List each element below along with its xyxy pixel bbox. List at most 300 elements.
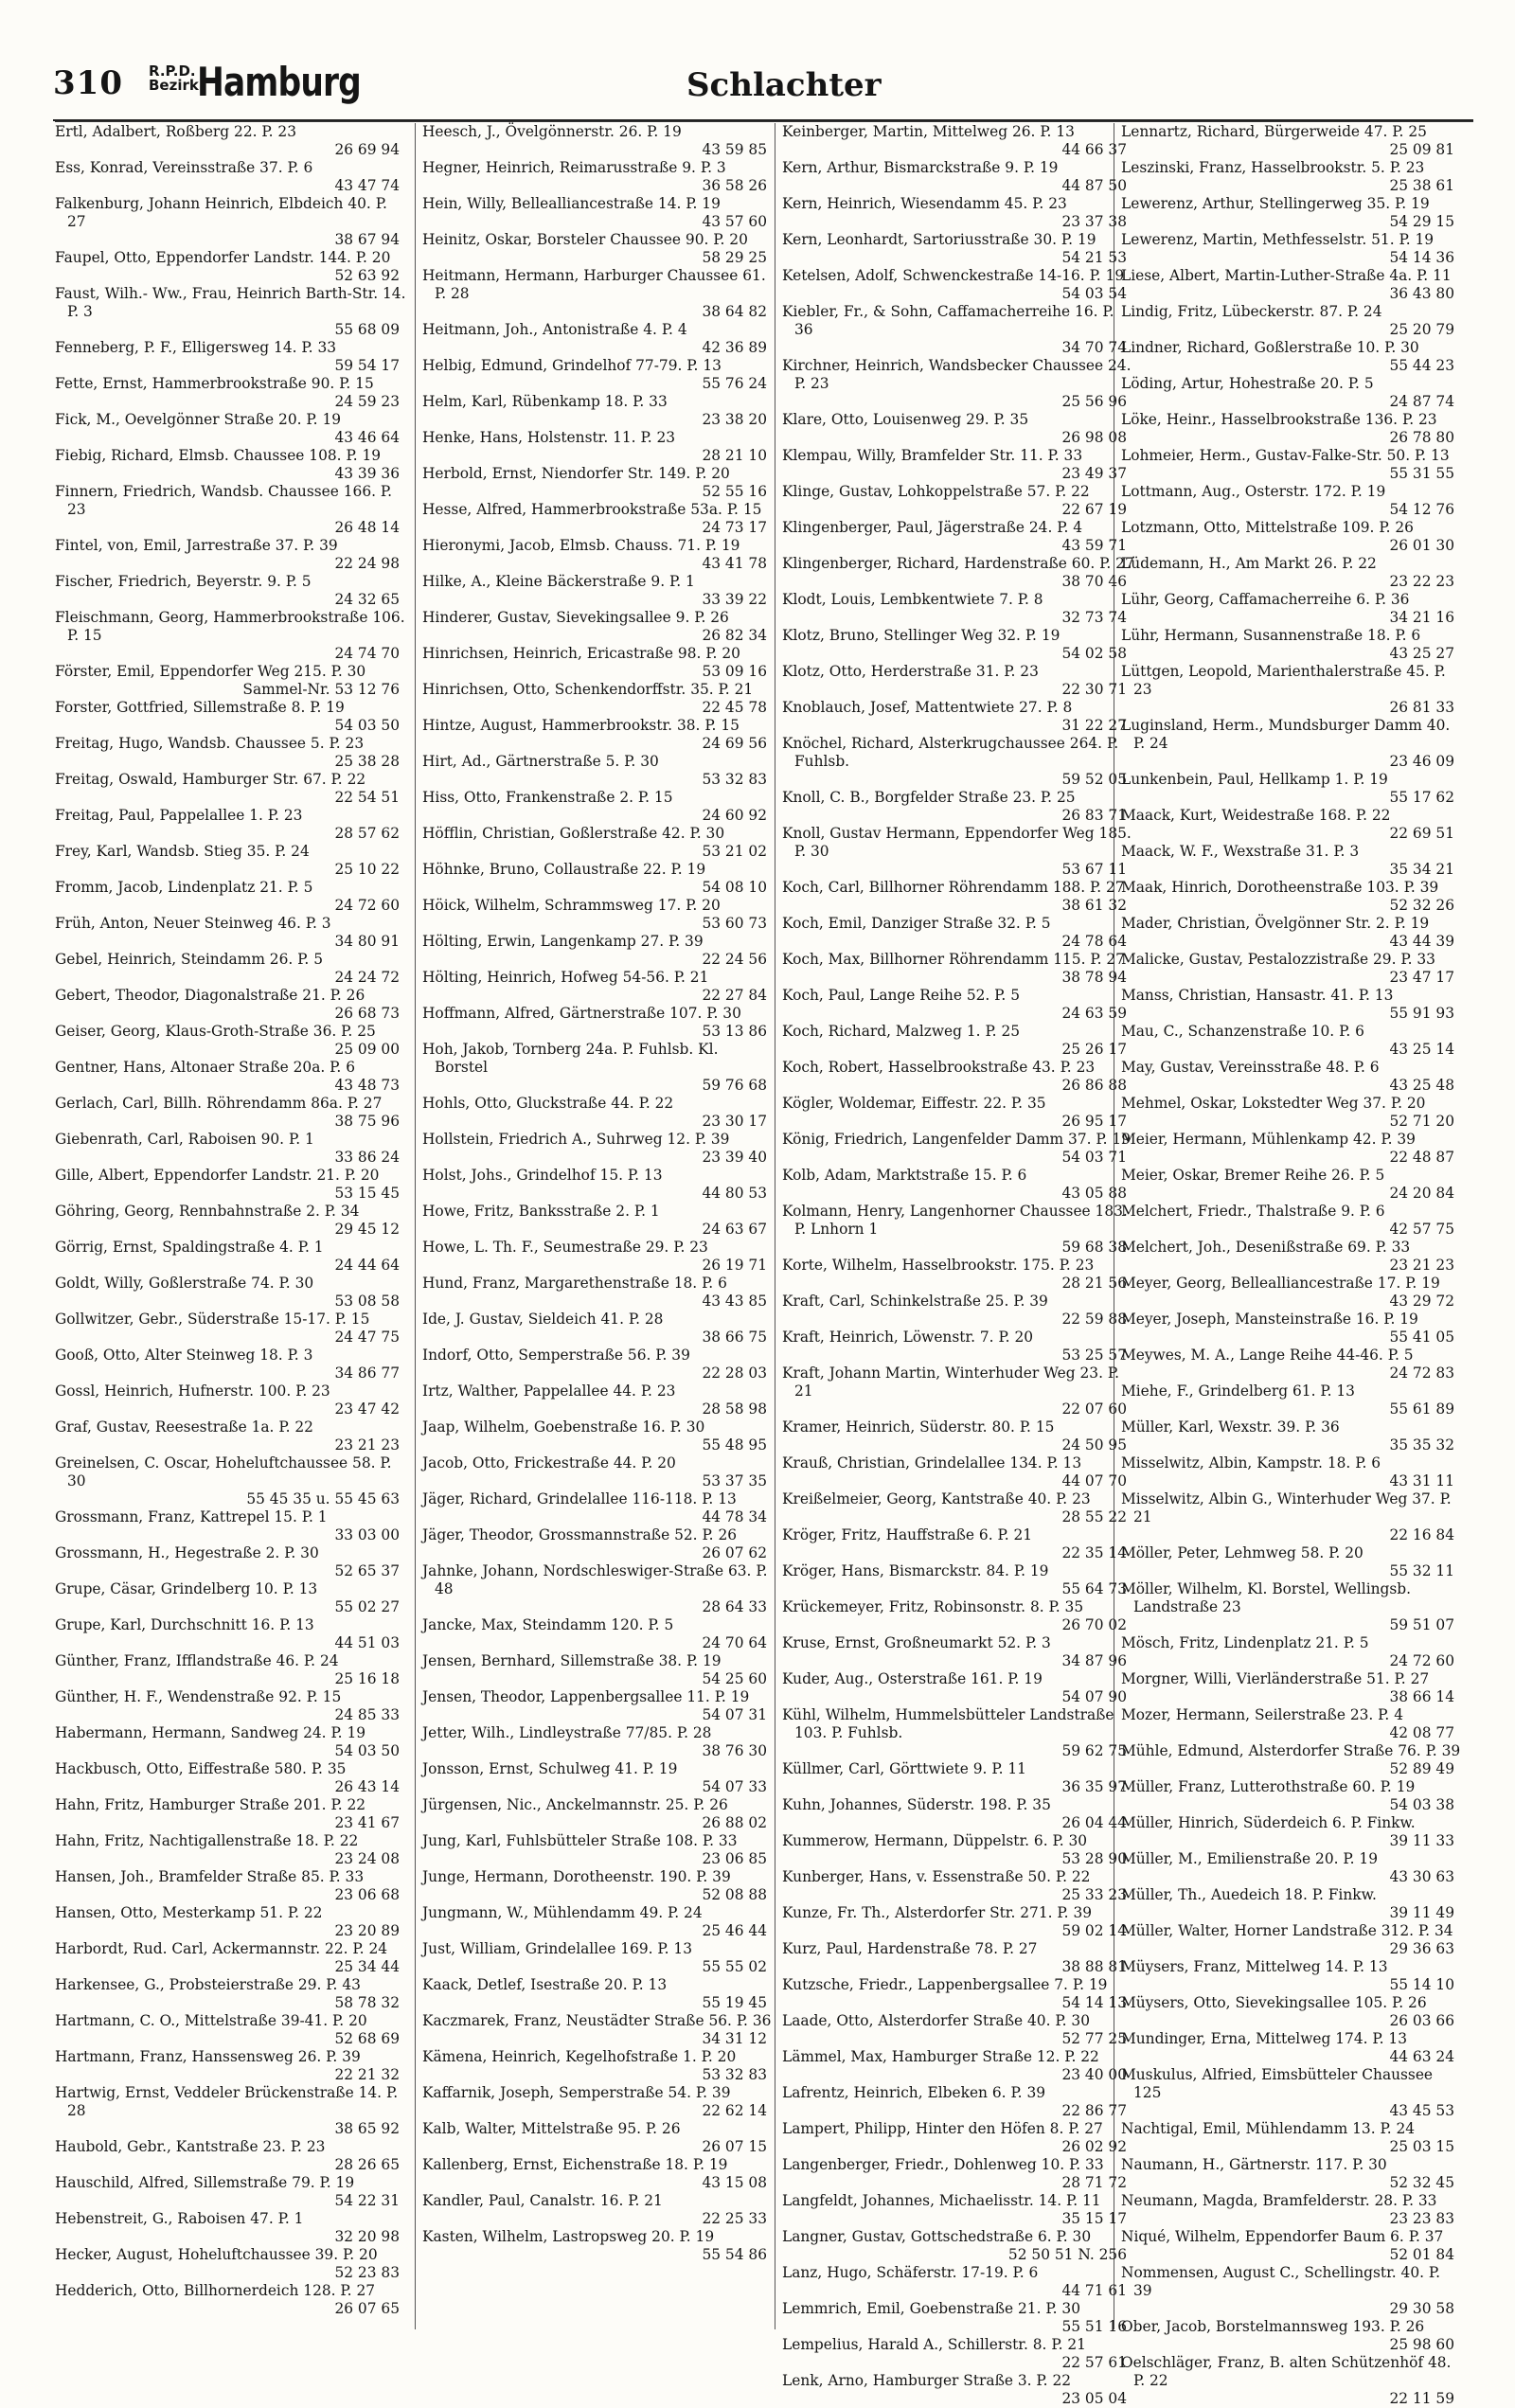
directory-entry [1121,843,1462,879]
entry-phone-number: 23 39 40 [702,1149,767,1166]
directory-entry [1121,1958,1462,1994]
directory-entry [782,1059,1134,1095]
entry-name-address: Höfflin, Christian, Goßlerstraße 42. P. 30 [422,825,725,842]
entry-phone-number: 52 23 83 [334,2264,400,2281]
directory-entry [55,2174,407,2210]
entry-name-address: Hintze, August, Hammerbrookstr. 38. P. 15 [422,717,740,734]
entry-phone-number: 24 72 60 [334,897,400,914]
entry-name-address: Kögler, Woldemar, Eiffestr. 22. P. 35 [782,1095,1046,1112]
entry-name-address: Müysers, Franz, Mittelweg 14. P. 13 [1121,1958,1388,1975]
entry-name-address: Lotzmann, Otto, Mittelstraße 109. P. 26 [1121,519,1414,536]
entry-name-address: Jensen, Theodor, Lappenbergsallee 11. P. 19 [422,1688,750,1705]
entry-phone-number: 59 51 07 [1389,1616,1454,1633]
entry-name-address: Herbold, Ernst, Niendorfer Str. 149. P. 20 [422,465,730,482]
directory-entry [422,1275,775,1311]
directory-entry [1121,2318,1462,2354]
entry-name-address: Koch, Max, Billhorner Röhrendamm 115. P. 27 [782,951,1125,968]
entry-phone-number: 34 87 96 [1061,1652,1127,1669]
entry-phone-number: 59 76 68 [702,1077,767,1094]
entry-phone-number: 36 35 97 [1061,1778,1127,1795]
entry-phone-number: 38 67 94 [334,231,400,248]
entry-name-address: Müller, Hinrich, Süderdeich 6. P. Finkw. [1121,1814,1416,1831]
entry-name-address: Grossmann, Franz, Kattrepel 15. P. 1 [55,1508,328,1525]
directory-entry [422,1760,775,1796]
directory-entry [782,2156,1134,2192]
entry-name-address: Kreißelmeier, Georg, Kantstraße 40. P. 23 [782,1490,1091,1507]
directory-entry [422,501,775,537]
entry-name-address: Hesse, Alfred, Hammerbrookstraße 53a. P. 15 [422,501,762,518]
entry-phone-number: 55 61 89 [1389,1400,1454,1418]
directory-entry [55,573,407,609]
entry-phone-number: 22 86 77 [1061,2102,1127,2119]
entry-phone-number: 24 87 74 [1389,393,1454,410]
directory-entry [422,429,775,465]
directory-entry [55,1544,407,1580]
entry-phone-number: 23 37 38 [1061,213,1127,230]
entry-phone-number: 52 32 26 [1389,897,1454,914]
directory-entry [1121,1814,1462,1850]
entry-phone-number: 23 21 23 [334,1436,400,1454]
entry-phone-number: 59 62 75 [1061,1742,1127,1759]
entry-name-address: Klotz, Otto, Herderstraße 31. P. 23 [782,663,1039,680]
entry-name-address: Gille, Albert, Eppendorfer Landstr. 21. P. 20 [55,1167,380,1184]
entry-name-address: Jahnke, Johann, Nordschleswiger-Straße 63. P. 48 [422,1562,768,1597]
entry-phone-number: 53 09 16 [702,663,767,680]
directory-entry [422,753,775,789]
entry-phone-number: 25 09 00 [334,1041,400,1058]
entry-phone-number: 22 21 32 [334,2066,400,2083]
directory-entry [1121,1634,1462,1670]
directory-entry [1121,2264,1462,2318]
entry-name-address: Mehmel, Oskar, Lokstedter Weg 37. P. 20 [1121,1095,1426,1112]
entry-phone-number: 52 68 69 [334,2030,400,2047]
directory-entry [1121,195,1462,231]
directory-entry [1121,1580,1462,1634]
column-divider [415,123,416,2329]
entry-phone-number: 54 03 71 [1061,1149,1127,1166]
directory-entry [1121,879,1462,915]
entry-phone-number: 31 22 27 [1061,717,1127,734]
directory-entry [55,2246,407,2282]
directory-entry [422,1005,775,1041]
entry-phone-number: 52 77 25 [1061,2030,1127,2047]
directory-entry [422,1688,775,1724]
entry-name-address: König, Friedrich, Langenfelder Damm 37. P. 19 [782,1131,1132,1148]
entry-phone-number: 33 86 24 [334,1149,400,1166]
directory-entry [1121,267,1462,303]
entry-name-address: Meyer, Georg, Bellealliancestraße 17. P. 19 [1121,1275,1440,1292]
directory-entry [1121,2120,1462,2156]
entry-name-address: Harbordt, Rud. Carl, Ackermannstr. 22. P. 24 [55,1940,388,1957]
directory-entry [782,1670,1134,1706]
directory-entry [55,159,407,195]
entry-name-address: Hohls, Otto, Gluckstraße 44. P. 22 [422,1095,674,1112]
entry-name-address: Langner, Gustav, Gottschedstraße 6. P. 30 [782,2228,1092,2245]
entry-phone-number: 52 01 84 [1389,2246,1454,2263]
directory-entry [55,735,407,771]
directory-entry [55,2012,407,2048]
directory-entry [422,1239,775,1275]
directory-entry [782,1329,1134,1365]
entry-phone-number: 26 04 44 [1061,1814,1127,1831]
entry-phone-number: 39 11 33 [1389,1832,1454,1849]
directory-entry [55,1688,407,1724]
entry-phone-number: 54 03 38 [1389,1796,1454,1813]
entry-phone-number: 36 43 80 [1389,285,1454,302]
directory-entry [422,1311,775,1347]
directory-entry [55,1508,407,1544]
directory-entry [1121,807,1462,843]
directory-entry [55,1131,407,1167]
entry-phone-number: 25 46 44 [702,1922,767,1939]
entry-phone-number: Sammel-Nr. 53 12 76 [242,681,400,698]
entry-name-address: Hansen, Otto, Mesterkamp 51. P. 22 [55,1904,323,1921]
entry-name-address: Goldt, Willy, Goßlerstraße 74. P. 30 [55,1275,314,1292]
entry-name-address: Kolb, Adam, Marktstraße 15. P. 6 [782,1167,1027,1184]
entry-phone-number: 55 32 11 [1389,1562,1454,1579]
directory-entry [1121,1347,1462,1382]
entry-phone-number: 55 19 45 [702,1994,767,2011]
entry-phone-number: 28 21 10 [702,447,767,464]
entry-phone-number: 23 47 17 [1389,969,1454,986]
directory-entry [1121,411,1462,447]
directory-entry [782,1868,1134,1904]
entry-phone-number: 44 87 50 [1061,177,1127,194]
directory-entry [1121,717,1462,771]
entry-phone-number: 24 63 67 [702,1221,767,1238]
entry-phone-number: 25 38 61 [1389,177,1454,194]
entry-name-address: Lemmrich, Emil, Goebenstraße 21. P. 30 [782,2300,1080,2317]
directory-entry [782,699,1134,735]
entry-name-address: Faupel, Otto, Eppendorfer Landstr. 144. P. 20 [55,249,391,266]
directory-entry [422,969,775,1005]
directory-entry [782,2084,1134,2120]
entry-phone-number: 38 76 30 [702,1742,767,1759]
directory-entry [422,1976,775,2012]
entry-phone-number: 24 78 64 [1061,933,1127,950]
entry-name-address: Hansen, Joh., Bramfelder Straße 85. P. 33 [55,1868,365,1885]
entry-phone-number: 29 30 58 [1389,2300,1454,2317]
directory-entry [782,2228,1134,2264]
directory-entry [1121,1275,1462,1311]
directory-entry [782,1454,1134,1490]
entry-phone-number: 44 78 34 [702,1508,767,1525]
entry-phone-number: 25 10 22 [334,861,400,878]
directory-entry [1121,447,1462,483]
directory-entry [422,681,775,717]
entry-phone-number: 43 45 53 [1389,2102,1454,2119]
directory-entry [782,267,1134,303]
directory-entry [1121,1095,1462,1131]
entry-name-address: Mundinger, Erna, Mittelweg 174. P. 13 [1121,2030,1408,2047]
entry-name-address: Hartmann, Franz, Hanssensweg 26. P. 39 [55,2048,361,2065]
entry-phone-number: 26 19 71 [702,1257,767,1274]
directory-entry [55,699,407,735]
directory-column-1 [55,123,407,2329]
entry-name-address: Gooß, Otto, Alter Steinweg 18. P. 3 [55,1347,313,1364]
entry-name-address: Kröger, Hans, Bismarckstr. 84. P. 19 [782,1562,1049,1579]
entry-phone-number: 44 71 61 [1061,2282,1127,2299]
entry-name-address: Lennartz, Richard, Bürgerweide 47. P. 25 [1121,123,1427,140]
entry-phone-number: 52 55 16 [702,483,767,500]
directory-entry [782,159,1134,195]
directory-entry [1121,1742,1462,1778]
entry-phone-number: 25 26 17 [1061,1041,1127,1058]
entry-name-address: Niqué, Wilhelm, Eppendorfer Baum 6. P. 37 [1121,2228,1444,2245]
entry-phone-number: 54 08 10 [702,879,767,896]
entry-phone-number: 54 25 60 [702,1670,767,1687]
entry-name-address: Muskulus, Alfried, Eimsbütteler Chaussee 125 [1121,2066,1434,2101]
entry-name-address: Lühr, Georg, Caffamacherreihe 6. P. 36 [1121,591,1410,608]
directory-entry [422,825,775,861]
directory-entry [55,2282,407,2318]
entry-name-address: Kummerow, Hermann, Düppelstr. 6. P. 30 [782,1832,1088,1849]
entry-name-address: Gentner, Hans, Altonaer Straße 20a. P. 6 [55,1059,355,1076]
entry-phone-number: 22 48 87 [1389,1149,1454,1166]
entry-name-address: Kallenberg, Ernst, Eichenstraße 18. P. 19 [422,2156,728,2173]
entry-phone-number: 26 98 08 [1061,429,1127,446]
entry-phone-number: 53 67 11 [1061,861,1127,878]
entry-phone-number: 55 31 55 [1389,465,1454,482]
rpd-line-2: Bezirk [149,77,199,94]
entry-name-address: Liese, Albert, Martin-Luther-Straße 4a. P. 11 [1121,267,1452,284]
directory-entry [782,1706,1134,1760]
entry-name-address: May, Gustav, Vereinsstraße 48. P. 6 [1121,1059,1380,1076]
entry-phone-number: 55 17 62 [1389,789,1454,806]
entry-phone-number: 23 30 17 [702,1113,767,1130]
directory-entry [422,1940,775,1976]
entry-name-address: Müller, Th., Auedeich 18. P. Finkw. [1121,1886,1377,1903]
directory-entry [782,915,1134,951]
directory-entry [1121,1023,1462,1059]
directory-entry [55,843,407,879]
entry-name-address: Kuder, Aug., Osterstraße 161. P. 19 [782,1670,1043,1687]
entry-name-address: Höick, Wilhelm, Schrammsweg 17. P. 20 [422,897,721,914]
entry-phone-number: 38 70 46 [1061,573,1127,590]
entry-phone-number: 53 28 90 [1061,1850,1127,1867]
entry-phone-number: 22 30 71 [1061,681,1127,698]
entry-phone-number: 43 30 63 [1389,1868,1454,1885]
entry-name-address: Korte, Wilhelm, Hasselbrookstr. 175. P. 23 [782,1257,1095,1274]
entry-name-address: Lüdemann, H., Am Markt 26. P. 22 [1121,555,1377,572]
entry-name-address: Mader, Christian, Övelgönner Str. 2. P. 19 [1121,915,1430,932]
directory-entry [1121,375,1462,411]
entry-phone-number: 25 33 23 [1061,1886,1127,1903]
entry-name-address: Klempau, Willy, Bramfelder Str. 11. P. 33 [782,447,1083,464]
entry-name-address: Kruse, Ernst, Großneumarkt 52. P. 3 [782,1634,1051,1651]
entry-name-address: Hartwig, Ernst, Veddeler Brückenstraße 14. P. 28 [55,2084,399,2119]
directory-entry [55,1616,407,1652]
entry-phone-number: 54 03 50 [334,717,400,734]
entry-name-address: Heesch, J., Övelgönnerstr. 26. P. 19 [422,123,682,140]
entry-phone-number: 28 57 62 [334,825,400,842]
entry-phone-number: 58 78 32 [334,1994,400,2011]
entry-phone-number: 43 25 14 [1389,1041,1454,1058]
entry-name-address: Graf, Gustav, Reesestraße 1a. P. 22 [55,1418,313,1436]
directory-entry [55,1724,407,1760]
entry-phone-number: 44 66 37 [1061,141,1127,158]
entry-name-address: Junge, Hermann, Dorotheenstr. 190. P. 39 [422,1868,731,1885]
directory-entry [782,1365,1134,1418]
entry-name-address: Falkenburg, Johann Heinrich, Elbdeich 40. P. 27 [55,195,387,230]
entry-name-address: Kern, Arthur, Bismarckstraße 9. P. 19 [782,159,1059,176]
entry-phone-number: 55 45 35 u. 55 45 63 [246,1490,400,1507]
entry-name-address: Heitmann, Joh., Antonistraße 4. P. 4 [422,321,687,338]
directory-entry [782,447,1134,483]
directory-entry [1121,1778,1462,1814]
directory-entry [1121,915,1462,951]
entry-name-address: Gebert, Theodor, Diagonalstraße 21. P. 26 [55,987,365,1004]
entry-phone-number: 55 55 02 [702,1958,767,1975]
entry-phone-number: 53 32 83 [702,2066,767,2083]
entry-name-address: Maak, Hinrich, Dorotheenstraße 103. P. 39 [1121,879,1439,896]
entry-name-address: Möller, Wilhelm, Kl. Borstel, Wellingsb. Landstraße 23 [1121,1580,1412,1615]
entry-name-address: Naumann, H., Gärtnerstr. 117. P. 30 [1121,2156,1387,2173]
entry-phone-number: 23 40 00 [1061,2066,1127,2083]
entry-name-address: Indorf, Otto, Semperstraße 56. P. 39 [422,1347,690,1364]
entry-name-address: Möller, Peter, Lehmweg 58. P. 20 [1121,1544,1364,1561]
entry-name-address: Kurz, Paul, Hardenstraße 78. P. 27 [782,1940,1038,1957]
entry-name-address: Manss, Christian, Hansastr. 41. P. 13 [1121,987,1394,1004]
entry-name-address: Klinge, Gustav, Lohkoppelstraße 57. P. 22 [782,483,1090,500]
entry-name-address: Hinrichsen, Heinrich, Ericastraße 98. P. 20 [422,645,740,662]
entry-phone-number: 53 13 86 [702,1023,767,1040]
entry-phone-number: 26 69 94 [334,141,400,158]
directory-entry [55,1023,407,1059]
entry-phone-number: 33 03 00 [334,1526,400,1543]
entry-phone-number: 26 07 15 [702,2138,767,2155]
entry-name-address: Kämena, Heinrich, Kegelhofstraße 1. P. 20 [422,2048,737,2065]
entry-phone-number: 26 86 88 [1061,1077,1127,1094]
entry-phone-number: 24 24 72 [334,969,400,986]
directory-entry [782,1760,1134,1796]
entry-phone-number: 42 08 77 [1389,1724,1454,1741]
entry-phone-number: 33 39 22 [702,591,767,608]
directory-entry [422,2192,775,2228]
entry-phone-number: 34 86 77 [334,1365,400,1382]
entry-name-address: Jetter, Wilh., Lindleystraße 77/85. P. 28 [422,1724,712,1741]
directory-entry [782,591,1134,627]
entry-phone-number: 26 82 34 [702,627,767,644]
entry-name-address: Gossl, Heinrich, Hufnerstr. 100. P. 23 [55,1382,330,1400]
entry-phone-number: 38 61 32 [1061,897,1127,914]
directory-entry [55,1418,407,1454]
entry-phone-number: 54 14 36 [1389,249,1454,266]
entry-name-address: Helm, Karl, Rübenkamp 18. P. 33 [422,393,668,410]
directory-entry [1121,1059,1462,1095]
entry-name-address: Irtz, Walther, Pappelallee 44. P. 23 [422,1382,676,1400]
directory-entry [1121,1886,1462,1922]
entry-name-address: Hein, Willy, Bellealliancestraße 14. P. 19 [422,195,721,212]
entry-name-address: Hirt, Ad., Gärtnerstraße 5. P. 30 [422,753,659,770]
entry-phone-number: 54 07 90 [1061,1688,1127,1705]
entry-phone-number: 53 25 57 [1061,1347,1127,1364]
entry-name-address: Lenk, Arno, Hamburger Straße 3. P. 22 [782,2372,1072,2389]
directory-entry [422,2084,775,2120]
directory-entry [782,2012,1134,2048]
entry-name-address: Finnern, Friedrich, Wandsb. Chaussee 166. P. 23 [55,483,393,518]
entry-name-address: Habermann, Hermann, Sandweg 24. P. 19 [55,1724,366,1741]
entry-phone-number: 25 20 79 [1389,321,1454,338]
entry-phone-number: 43 59 71 [1061,537,1127,554]
entry-phone-number: 28 26 65 [334,2156,400,2173]
entry-name-address: Greinelsen, C. Oscar, Hoheluftchaussee 58. P. 30 [55,1454,392,1489]
entry-name-address: Nommensen, August C., Schellingstr. 40. P. 39 [1121,2264,1441,2299]
entry-name-address: Mösch, Fritz, Lindenplatz 21. P. 5 [1121,1634,1369,1651]
entry-name-address: Göhring, Georg, Rennbahnstraße 2. P. 34 [55,1203,360,1220]
entry-phone-number: 24 72 60 [1389,1652,1454,1669]
entry-name-address: Kaffarnik, Joseph, Semperstraße 54. P. 39 [422,2084,731,2101]
entry-name-address: Hackbusch, Otto, Eiffestraße 580. P. 35 [55,1760,347,1777]
entry-name-address: Müller, M., Emilienstraße 20. P. 19 [1121,1850,1378,1867]
entry-name-address: Langenberger, Friedr., Dohlenweg 10. P. 33 [782,2156,1104,2173]
entry-phone-number: 55 02 27 [334,1598,400,1615]
directory-entry [55,1095,407,1131]
directory-entry [422,1382,775,1418]
entry-phone-number: 44 51 03 [334,1634,400,1651]
entry-phone-number: 38 66 14 [1389,1688,1454,1705]
entry-phone-number: 52 08 88 [702,1886,767,1903]
directory-entry [782,2048,1134,2084]
entry-phone-number: 38 78 94 [1061,969,1127,986]
entry-phone-number: 34 21 16 [1389,609,1454,626]
directory-entry [422,1724,775,1760]
entry-phone-number: 24 50 95 [1061,1436,1127,1454]
directory-entry [422,645,775,681]
entry-phone-number: 23 22 23 [1389,573,1454,590]
entry-name-address: Melchert, Joh., Desenißstraße 69. P. 33 [1121,1239,1411,1256]
directory-entry [422,1526,775,1562]
entry-phone-number: 54 22 31 [334,2192,400,2209]
entry-name-address: Nachtigal, Emil, Mühlendamm 13. P. 24 [1121,2120,1416,2137]
entry-name-address: Günther, H. F., Wendenstraße 92. P. 15 [55,1688,342,1705]
entry-phone-number: 55 76 24 [702,375,767,392]
entry-phone-number: 54 12 76 [1389,501,1454,518]
directory-entry [55,339,407,375]
entry-phone-number: 52 89 49 [1389,1760,1454,1777]
directory-entry [1121,1382,1462,1418]
entry-phone-number: 28 71 72 [1061,2174,1127,2191]
entry-name-address: Ess, Konrad, Vereinsstraße 37. P. 6 [55,159,313,176]
entry-name-address: Koch, Emil, Danziger Straße 32. P. 5 [782,915,1051,932]
entry-name-address: Meywes, M. A., Lange Reihe 44-46. P. 5 [1121,1347,1414,1364]
entry-phone-number: 52 63 92 [334,267,400,284]
entry-name-address: Lafrentz, Heinrich, Elbeken 6. P. 39 [782,2084,1046,2101]
entry-phone-number: 43 29 72 [1389,1293,1454,1310]
entry-name-address: Lottmann, Aug., Osterstr. 172. P. 19 [1121,483,1386,500]
entry-phone-number: 22 25 33 [702,2210,767,2227]
entry-name-address: Frey, Karl, Wandsb. Stieg 35. P. 24 [55,843,310,860]
directory-entry [782,1562,1134,1598]
entry-phone-number: 55 68 09 [334,321,400,338]
entry-name-address: Kutzsche, Friedr., Lappenbergsallee 7. P. 19 [782,1976,1108,1993]
entry-phone-number: 54 29 15 [1389,213,1454,230]
directory-entry [1121,2228,1462,2264]
entry-name-address: Meier, Oskar, Bremer Reihe 26. P. 5 [1121,1167,1385,1184]
entry-phone-number: 24 73 17 [702,519,767,536]
directory-entry [422,1868,775,1904]
entry-phone-number: 23 06 85 [702,1850,767,1867]
directory-entry [782,1167,1134,1203]
entry-name-address: Klodt, Louis, Lembkentwiete 7. P. 8 [782,591,1043,608]
entry-phone-number: 29 45 12 [334,1221,400,1238]
directory-entry [422,1095,775,1131]
entry-name-address: Gerlach, Carl, Billh. Röhrendamm 86a. P. 27 [55,1095,383,1112]
directory-entry [782,1293,1134,1329]
directory-entry [782,1940,1134,1976]
entry-phone-number: 24 72 83 [1389,1365,1454,1382]
entry-name-address: Meier, Hermann, Mühlenkamp 42. P. 39 [1121,1131,1416,1148]
